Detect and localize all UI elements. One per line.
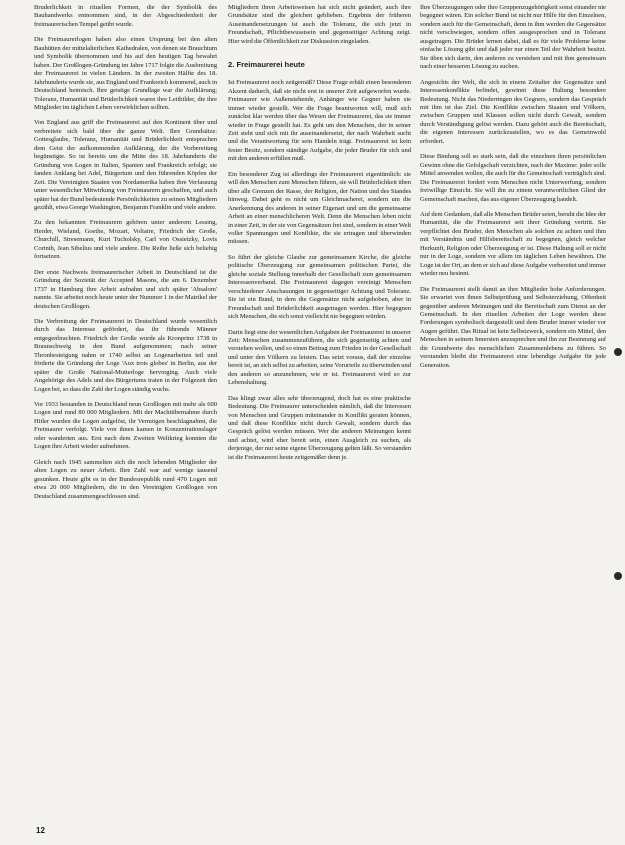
text-column-3 [420, 4, 606, 824]
paragraph: Die Freimaurerlogen haben also einen Ursprung bei den alten Bauhütten der mittelalterlichen Kathedralen, von denen sie Brauchtum und Symbolik übernommen und bis auf den heutigen Tag bewahrt haben. Der Großlogen-Gründung im Jahre 1717 folgte die Ausbreitung der Freimaurerei in vielen Ländern. In der zweiten Hälfte des 18. Jahrhunderts wurde sie, aus England und Frankreich kommend, auch in Deutschland heimisch. Ihre geistige Grundlage war die Aufklärung; Toleranz, Humanität und Brüderlichkeit waren ihre Leitbilder, die ihre Mitglieder im täglichen Leben verwirklichen sollten. [34, 36, 217, 111]
paragraph: Das klingt zwar alles sehr überzeugend, doch hat es eine praktische Bedeutung. Die Freimaurer unterscheiden nämlich, daß die Interessen von Menschen und Gruppen miteinander in Konflikt geraten können, und daß diese Konflikte nicht durch Gewalt, sondern durch das Gespräch gelöst werden müssen. Wer die anderen Meinungen kennt und achtet, wird eher bereit sein, einen Ausgleich zu suchen, als derjenige, der nur seine eigene Überzeugung gelten läßt. So verstanden ist die Freimaurerei heute zeitgemäßer denn je. [228, 394, 411, 461]
punch-hole-mark [614, 572, 622, 580]
section-heading: 2. Freimaurerei heute [228, 60, 305, 70]
punch-hole-mark [614, 348, 622, 356]
paragraph: Bruderlichkeit in rituellen Formen, die der Symbolik des Bauhandwerks entnommen sind, in der Abgeschiedenheit der freimaurerischen Tempel geübt wurde. [34, 4, 217, 28]
paragraph: Vor 1933 bestanden in Deutschland neun Großlogen mit mehr als 600 Logen und rund 80 000 Mitgliedern. Mit der Machtübernahme durch Hitler wurden die Logen aufgelöst, ihr Vermögen beschlagnahmt, die Freimaurer verfolgt. Viele von ihnen kamen in Konzentrationslager oder wanderten aus. Erst nach dem Zweiten Weltkrieg konnten die Logen ihre Arbeit wieder aufnehmen. [34, 401, 217, 451]
paragraph: Gleich nach 1945 sammelten sich die noch lebenden Mitglieder der alten Logen zu neuer Arbeit. Ihre Zahl war auf wenige tausend gesunken. Heute gibt es in der Bundesrepublik rund 470 Logen mit etwa 20 000 Mitgliedern, die in den Vereinigten Großlogen von Deutschland zusammengeschlossen sind. [34, 458, 217, 500]
paragraph: So führt der gleiche Glaube zur gemeinsamen Kirche, die gleiche politische Überzeugung zur gemeinsamen politischen Partei, die gleiche soziale Stellung innerhalb der Gesellschaft zum gemeinsamen Interessenverband. Die Freimaurerei dagegen vereinigt Menschen verschiedener Anschauungen in gegenseitiger Achtung und Toleranz. Sie ist ein Bund, in dem die Gegensätze nicht aufgehoben, aber in Freundschaft und Brüderlichkeit ausgetragen werden. Hier begegnen sich Menschen, die sich sonst vielleicht nie begegnen würden. [228, 253, 411, 321]
page-number: 12 [36, 826, 45, 835]
paragraph: Von England aus griff die Freimaurerei auf den Kontinent über und verbreitete sich bald über die ganze Welt. Ihre Grundsätze: Gottesglaube, Toleranz, Humanität und Brüderlichkeit entsprachen dem Geist der aufkommenden Aufklärung, der die Vorbereitung begünstigte. So ist bereits um die Mitte des 18. Jahrhunderts die Gründung von Logen in Italien, Spanien und Frankreich erfolgt; sie fanden Anklang bei Adel, Bürgertum und den führenden Köpfen der Zeit. Die Vereinigten Staaten von Nordamerika haben ihre Verfassung unter wesentlicher Mitwirkung von Freimaurern geschaffen, und auch später hat der Bund bedeutende Persönlichkeiten zu seinen Mitgliedern gezählt, etwa George Washington, Benjamin Franklin und viele andere. [34, 119, 217, 211]
paragraph: Zu den bekannten Freimaurern gehören unter anderem Lessing, Herder, Wieland, Goethe, Mozart, Voltaire, Friedrich der Große, Churchill, Stresemann, Kurt Tucholsky, Carl von Ossietzky, Lovis Corinth, Jean Sibelius und viele andere. Die Reihe ließe sich beliebig fortsetzen. [34, 219, 217, 261]
paragraph: Mitgliedern ihren Arbeitsweisen hat sich nicht geändert, auch ihre Grundsätze sind die gleichen geblieben. Ergebnis der früheren Auseinandersetzungen ist auch die Toleranz, die sich jetzt in Freundschaft, Pflichtbewusstsein und gegenseitiger Achtung zeigt. Hier wird die Öffentlichkeit zur Diskussion eingeladen. [228, 4, 411, 45]
paragraph: Ein besonderer Zug ist allerdings der Freimaurerei eigentümlich: sie will den Menschen zum Menschen führen, sie will Brüderlichkeit üben über alle Grenzen der Rasse, der Religion, der Nation und des Standes hinweg. Dabei geht es nicht um Gleichmacherei, sondern um die Anerkennung des anderen in seiner Eigenart und um die gemeinsame Arbeit an einer menschlicheren Welt. Denn die Menschen leben nicht in einer Zeit, in der sie von Gegensätzen frei sind, sondern in einer Welt voller Spannungen und Konflikte, die sie ertragen und überwinden müssen. [228, 170, 411, 246]
paragraph: Die Freimaurerei stellt damit an ihre Mitglieder hohe Anforderungen. Sie erwartet von ihnen Selbstprüfung und Selbsterziehung, Offenheit gegenüber anderen Meinungen und die Bereitschaft zum Dienst an der Gemeinschaft. In den rituellen Arbeiten der Loge werden diese Forderungen symbolisch dargestellt und dem Bruder immer wieder vor Augen geführt. Das Ritual ist kein Selbstzweck, sondern ein Mittel, den Menschen in seinem Innersten anzusprechen und ihn zur Besinnung auf die Grundwerte des menschlichen Zusammenlebens zu führen. So verstanden bleibt die Freimaurerei eine lebendige Aufgabe für jede Generation. [420, 285, 606, 369]
paragraph: Angesichts der Welt, die sich in einem Zeitalter der Gegensätze und Interessenkonflikte befindet, gewinnt diese Haltung besondere Bedeutung. Nicht das Niederringen des Gegners, sondern das Gespräch mit ihm ist das Ziel. Die Konflikte zwischen Staaten und Völkern, zwischen Gruppen und Klassen sollen nicht durch Gewalt, sondern durch Verständigung gelöst werden. Dazu gehört auch die Bereitschaft, die eigenen Interessen zurückzustellen, wo es das Gemeinwohl erfordert. [420, 78, 606, 145]
paragraph: Ist Freimaurerei noch zeitgemäß? Diese Frage erhält einen besonderen Akzent dadurch, daß sie nicht erst in unserer Zeit aufgeworfen wurde. Freimaurer wie Außenstehende, Anhänger wie Gegner haben sie immer wieder gestellt. Wer die Frage beantworten will, muß sich zunächst klar werden über das Wesen der Freimaurerei, das sie immer wieder in Frage gestellt hat. Es geht um den Menschen, der in seiner Zeit steht und sich mit ihr auseinandersetzt, der nach Wahrheit sucht und die Verantwortung für sein Handeln trägt. Freimaurerei ist kein fester Besitz, sondern ständige Aufgabe, die jeder Bruder für sich und mit den anderen erfüllen muß. [228, 79, 411, 163]
text-column-1 [34, 4, 217, 824]
paragraph: Der erste Nachweis freimaurerischer Arbeit in Deutschland ist die Gründung der Sozietät der Accepted Masons, die am 6. Dezember 1737 in Hamburg ihre Arbeit aufnahm und sich später 'Absalom' nannte. Sie arbeitet noch heute unter der Nummer 1 in der Matrikel der deutschen Großlogen. [34, 268, 217, 310]
paragraph: Die Verbreitung der Freimaurerei in Deutschland wurde wesentlich durch das Interesse gefördert, das ihr führende Männer entgegenbrachten. Friedrich der Große wurde als Kronprinz 1738 in Braunschweig in den Bund aufgenommen; nach seiner Thronbesteigung nahm er 1740 selbst an Logenarbeiten teil und förderte die Gründung der Loge 'Aux trois globes' in Berlin, aus der später die Große National-Mutterloge hervorging. Auch viele Angehörige des Adels und des Bürgertums traten in der Folgezeit den Logen bei, so dass die Zahl der Logen ständig wuchs. [34, 317, 217, 393]
paragraph: Auf dem Gedanken, daß alle Menschen Brüder seien, beruht die Idee der Humanität, die die Freimaurerei seit ihrer Gründung vertritt. Sie verpflichtet den Bruder, den Menschen als solchen zu achten und ihm mit Verständnis und Hilfsbereitschaft zu begegnen, gleich welcher Herkunft, Religion oder Überzeugung er ist. Diese Haltung soll er nicht nur in der Loge, sondern vor allem im täglichen Leben bewähren. Die Loge ist der Ort, an dem er sich auf diese Aufgabe vorbereitet und immer wieder neu besinnt. [420, 210, 606, 278]
paragraph: Darin liegt eine der wesentlichen Aufgaben der Freimaurerei in unserer Zeit: Menschen zusammenzuführen, die sich gegenseitig achten und verstehen wollen, und so einen Beitrag zum Frieden in der Gesellschaft und unter den Völkern zu leisten. Das setzt voraus, daß der einzelne bereit ist, an sich selbst zu arbeiten, seine Vorurteile zu überwinden und den anderen so anzunehmen, wie er ist. Freimaurerei wird so zur Lebenshaltung. [228, 328, 411, 387]
paragraph: Ihre Überzeugungen oder ihre Gruppenzugehörigkeit sonst einander nie begegnet wären. Ein solcher Bund ist nicht nur Hilfe für den Einzelnen, sondern auch für die Gemeinschaft, denn in ihm werden die Gegensätze nicht verschwiegen, sondern offen ausgesprochen und in Toleranz ausgetragen. Die Brüder lernen dabei, daß es für viele Probleme keine einfache Lösung gibt und daß jeder nur einen Teil der Wahrheit besitzt. Sie üben sich darin, den anderen zu verstehen und mit ihm gemeinsam nach einer besseren Lösung zu suchen. [420, 4, 606, 71]
paragraph: Diese Bindung soll so stark sein, daß die einzelnen ihren persönlichen Gewinn ohne die Gefolgschaft verzichten, nach der Maxime: jeder solle Mittel anwenden wollen, die auch für die Gemeinschaft verträglich sind. Die Freimaurerei fordert vom Menschen nicht Unterwerfung, sondern freiwillige Einsicht. Sie will ihn zu einem verantwortlichen Glied der Gemeinschaft machen, das aus eigener Überzeugung handelt. [420, 153, 606, 203]
text-column-2 [228, 4, 411, 824]
